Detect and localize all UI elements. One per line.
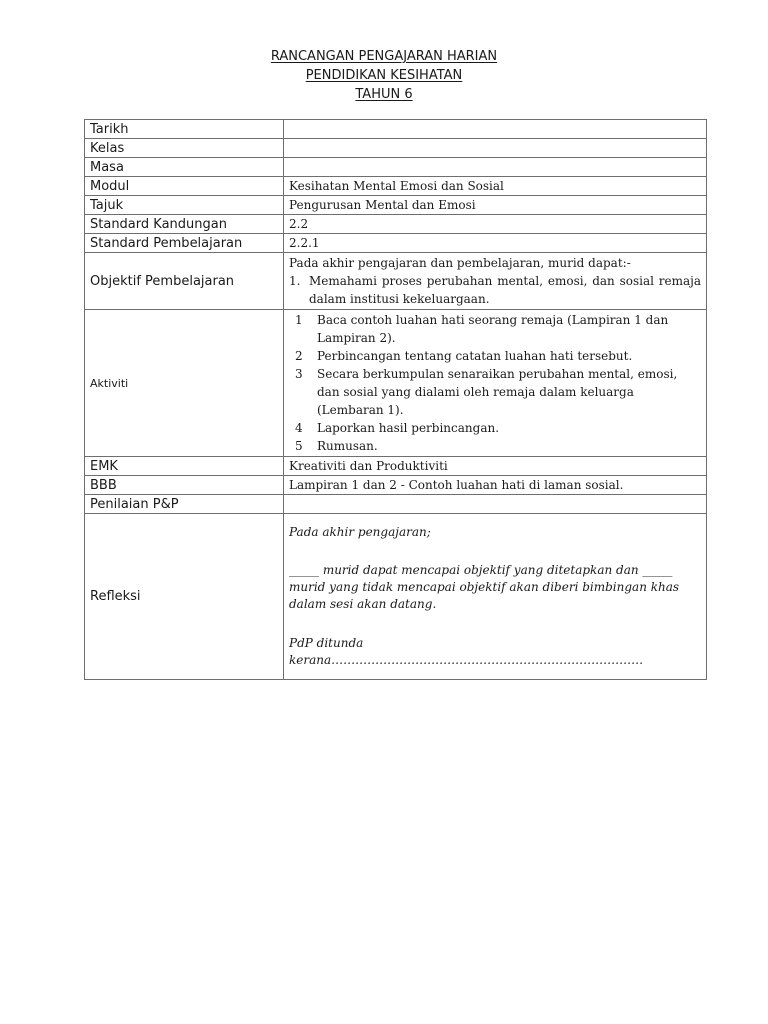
value-objektif — [284, 253, 707, 310]
aktiviti-item-number: 2 — [295, 349, 303, 363]
value-kelas — [284, 139, 707, 158]
value-penilaian — [284, 495, 707, 514]
label-standard-pembelajaran: Standard Pembelajaran — [85, 234, 284, 253]
label-refleksi: Refleksi — [85, 514, 284, 680]
row-masa — [85, 158, 707, 177]
row-tarikh — [85, 120, 707, 139]
label-aktiviti: Aktiviti — [85, 310, 284, 457]
value-aktiviti — [284, 310, 707, 457]
lesson-plan-table — [84, 119, 707, 680]
aktiviti-item — [295, 347, 701, 365]
label-standard-kandungan: Standard Kandungan — [85, 215, 284, 234]
value-bbb: Lampiran 1 dan 2 - Contoh luahan hati di laman sosial. — [284, 476, 707, 495]
value-tajuk: Pengurusan Mental dan Emosi — [284, 196, 707, 215]
label-tarikh: Tarikh — [85, 120, 284, 139]
header-year: TAHUN 6 — [355, 87, 413, 102]
label-bbb: BBB — [85, 476, 284, 495]
row-modul — [85, 177, 707, 196]
label-kelas: Kelas — [85, 139, 284, 158]
row-tajuk — [85, 196, 707, 215]
objektif-item — [289, 272, 701, 308]
header-subject: PENDIDIKAN KESIHATAN — [305, 68, 463, 83]
refleksi-reason: kerana…………………………………………………………………… — [289, 653, 644, 667]
value-refleksi — [284, 514, 707, 680]
label-emk: EMK — [85, 457, 284, 476]
value-modul: Kesihatan Mental Emosi dan Sosial — [284, 177, 707, 196]
aktiviti-item-text: Baca contoh luahan hati seorang remaja (Lampiran 1 dan Lampiran 2). — [317, 313, 669, 345]
value-masa — [284, 158, 707, 177]
row-aktiviti — [85, 310, 707, 457]
value-emk: Kreativiti dan Produktiviti — [284, 457, 707, 476]
aktiviti-item-number: 4 — [295, 421, 303, 435]
aktiviti-list — [289, 311, 701, 455]
value-tarikh — [284, 120, 707, 139]
label-tajuk: Tajuk — [85, 196, 284, 215]
refleksi-postponed: PdP ditunda — [289, 636, 364, 650]
aktiviti-item — [295, 419, 701, 437]
row-standard-pembelajaran — [85, 234, 707, 253]
label-objektif: Objektif Pembelajaran — [85, 253, 284, 310]
aktiviti-item-text: Laporkan hasil perbincangan. — [317, 421, 500, 435]
row-standard-kandungan — [85, 215, 707, 234]
objektif-item-number: 1. — [289, 274, 301, 288]
value-standard-pembelajaran: 2.2.1 — [284, 234, 707, 253]
aktiviti-item-text: Rumusan. — [317, 439, 378, 453]
aktiviti-item-number: 3 — [295, 367, 303, 381]
aktiviti-item — [295, 311, 701, 347]
aktiviti-item-number: 5 — [295, 439, 303, 453]
row-kelas — [85, 139, 707, 158]
aktiviti-item — [295, 365, 701, 419]
row-penilaian — [85, 495, 707, 514]
row-objektif — [85, 253, 707, 310]
header-title: RANCANGAN PENGAJARAN HARIAN — [270, 49, 498, 64]
aktiviti-item-text: Secara berkumpulan senaraikan perubahan mental, emosi, dan sosial yang dialami oleh remaja dalam keluarga (Lembaran 1). — [317, 367, 678, 417]
document-header — [0, 47, 768, 104]
row-emk — [85, 457, 707, 476]
aktiviti-item-text: Perbincangan tentang catatan luahan hati tersebut. — [317, 349, 633, 363]
label-penilaian: Penilaian P&P — [85, 495, 284, 514]
row-refleksi — [85, 514, 707, 680]
refleksi-intro: Pada akhir pengajaran; — [289, 525, 431, 539]
objektif-item-text: Memahami proses perubahan mental, emosi, dan sosial remaja dalam institusi kekeluargaan. — [309, 274, 701, 306]
row-bbb — [85, 476, 707, 495]
aktiviti-item-number: 1 — [295, 313, 303, 327]
value-standard-kandungan: 2.2 — [284, 215, 707, 234]
label-masa: Masa — [85, 158, 284, 177]
label-modul: Modul — [85, 177, 284, 196]
aktiviti-item — [295, 437, 701, 455]
objektif-intro: Pada akhir pengajaran dan pembelajaran, murid dapat:- — [289, 256, 631, 270]
refleksi-statement: _____ murid dapat mencapai objektif yang ditetapkan dan _____ murid yang tidak mencapai objektif akan diberi bimbingan khas dalam sesi akan datang. — [289, 563, 680, 611]
